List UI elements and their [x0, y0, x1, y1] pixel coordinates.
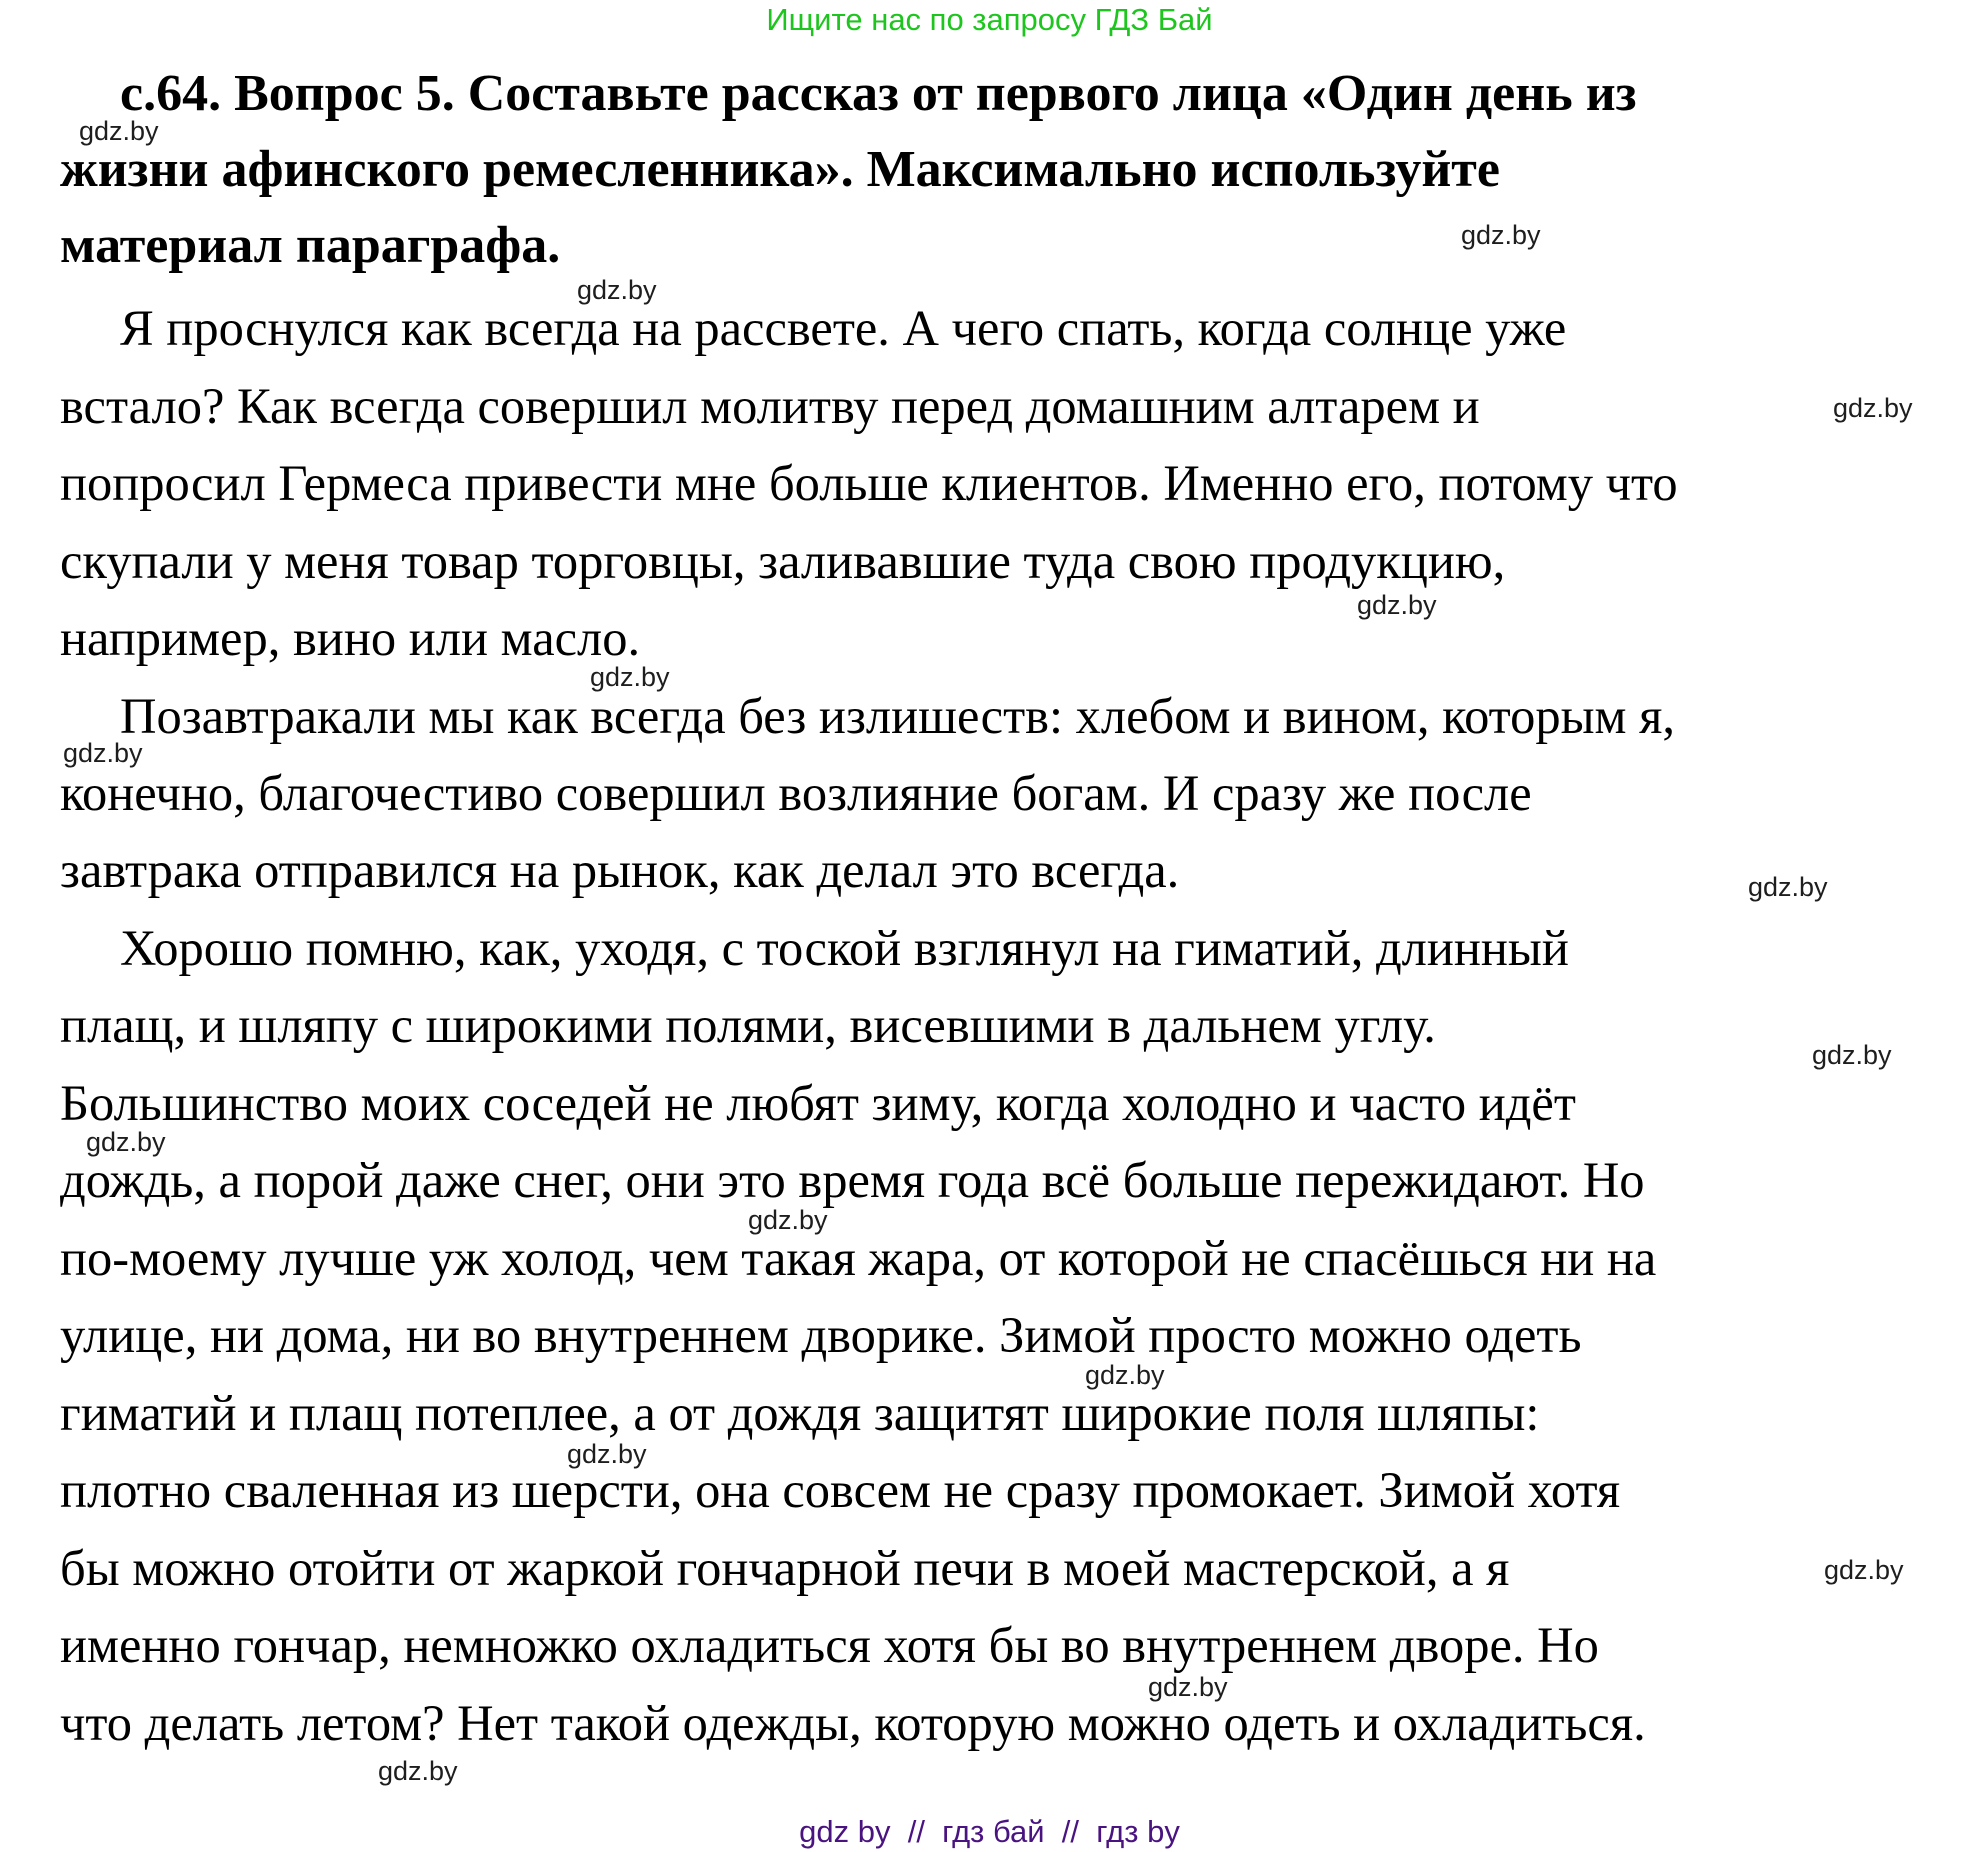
answer-line: Хорошо помню, как, уходя, с тоской взглянул на гиматий, длинный	[120, 920, 1569, 976]
watermark: gdz.by	[1148, 1672, 1228, 1702]
watermark: gdz.by	[748, 1205, 828, 1235]
answer-line: Большинство моих соседей не любят зиму, когда холодно и часто идёт	[60, 1075, 1576, 1131]
question-line-1: с.64. Вопрос 5. Составьте рассказ от первого лица «Один день из	[120, 65, 1637, 122]
answer-line: попросил Гермеса привести мне больше клиентов. Именно его, потому что	[60, 455, 1678, 511]
watermark: gdz.by	[63, 738, 143, 768]
watermark: gdz.by	[577, 275, 657, 305]
question-line-3: материал параграфа.	[60, 217, 561, 274]
answer-line: дождь, а порой даже снег, они это время года всё больше пережидают. Но	[60, 1152, 1645, 1208]
answer-line: улице, ни дома, ни во внутреннем дворике. Зимой просто можно одеть	[60, 1307, 1582, 1363]
answer-line: скупали у меня товар торговцы, заливавшие туда свою продукцию,	[60, 533, 1506, 589]
question-line-2: жизни афинского ремесленника». Максимально используйте	[60, 141, 1500, 198]
answer-line: Позавтракали мы как всегда без излишеств: хлебом и вином, которым я,	[120, 688, 1675, 744]
answer-line: именно гончар, немножко охладиться хотя бы во внутреннем дворе. Но	[60, 1617, 1599, 1673]
footer-links[interactable]: gdz by // гдз бай // гдз by	[799, 1814, 1180, 1849]
watermark: gdz.by	[1357, 590, 1437, 620]
answer-line: бы можно отойти от жаркой гончарной печи в моей мастерской, а я	[60, 1540, 1510, 1596]
answer-line: завтрака отправился на рынок, как делал это всегда.	[60, 842, 1180, 898]
search-hint-link[interactable]: Ищите нас по запросу ГДЗ Бай	[766, 2, 1213, 37]
watermark: gdz.by	[1824, 1555, 1904, 1585]
watermark: gdz.by	[1461, 220, 1541, 250]
answer-line: плотно сваленная из шерсти, она совсем не сразу промокает. Зимой хотя	[60, 1462, 1621, 1518]
watermark: gdz.by	[1812, 1040, 1892, 1070]
watermark: gdz.by	[79, 116, 159, 146]
answer-line: гиматий и плащ потеплее, а от дождя защитят широкие поля шляпы:	[60, 1385, 1540, 1441]
watermark: gdz.by	[1748, 872, 1828, 902]
answer-line: Я проснулся как всегда на рассвете. А чего спать, когда солнце уже	[120, 300, 1567, 356]
answer-line: конечно, благочестиво совершил возлияние богам. И сразу же после	[60, 765, 1532, 821]
watermark: gdz.by	[86, 1127, 166, 1157]
answer-line: плащ, и шляпу с широкими полями, висевшими в дальнем углу.	[60, 997, 1436, 1053]
answer-line: например, вино или масло.	[60, 610, 641, 666]
answer-line: встало? Как всегда совершил молитву перед домашним алтарем и	[60, 378, 1480, 434]
watermark: gdz.by	[590, 662, 670, 692]
answer-line: по-моему лучше уж холод, чем такая жара, от которой не спасёшься ни на	[60, 1230, 1657, 1286]
watermark: gdz.by	[567, 1439, 647, 1469]
watermark: gdz.by	[378, 1756, 458, 1786]
watermark: gdz.by	[1833, 393, 1913, 423]
answer-line: что делать летом? Нет такой одежды, которую можно одеть и охладиться.	[60, 1695, 1646, 1751]
watermark: gdz.by	[1085, 1360, 1165, 1390]
